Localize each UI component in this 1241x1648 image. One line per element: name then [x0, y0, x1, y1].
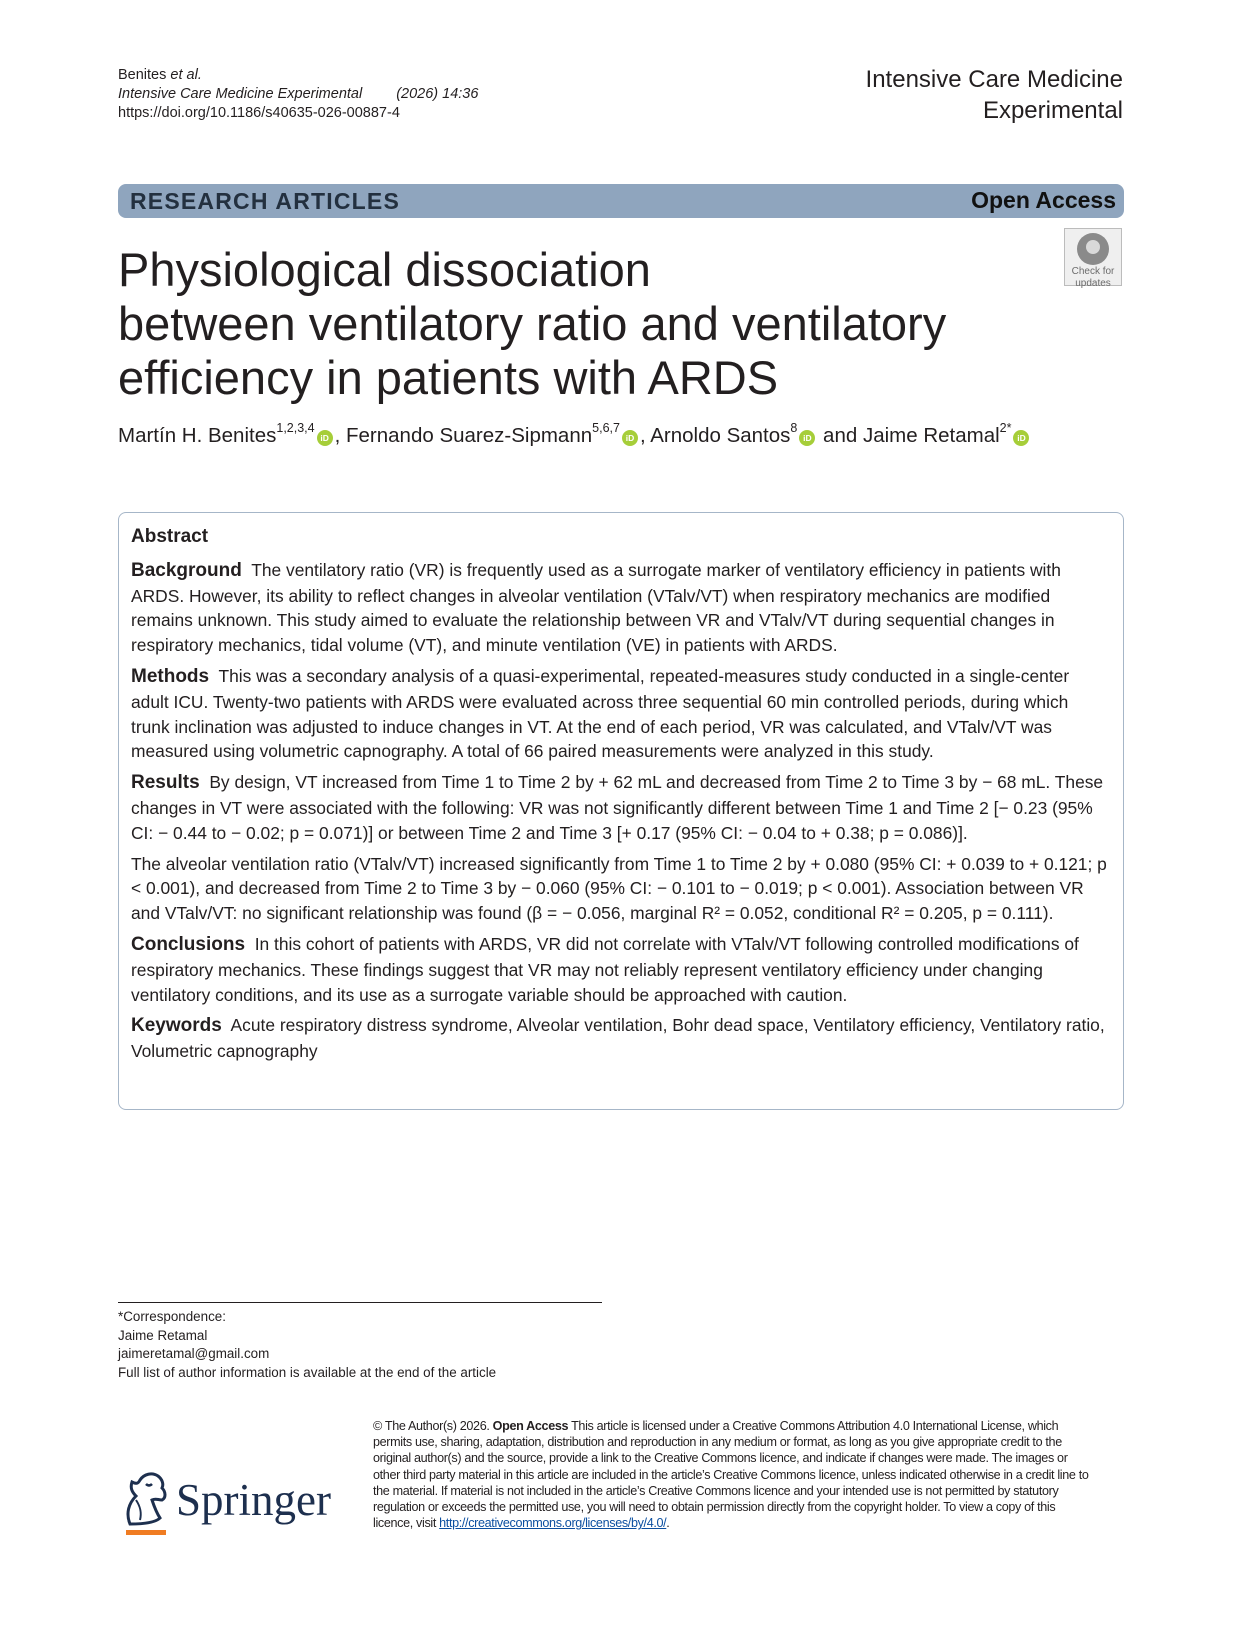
abstract-results-continued: The alveolar ventilation ratio (VTalv/VT) increased significantly from Time 1 to Time 2 by + 0.080 (95% CI: + 0.039 to + 0.121; p < 0.001), and decreased from Time 2 to Time 3 by − 0.060 (95% CI: − 0.101 to − 0.019; p < 0.001). Association between VR and VTalv/VT: no significant relationship was found (β = − 0.056, marginal R² = 0.052, conditional R² = 0.205, p = 0.111). — [131, 853, 1107, 924]
citation-author: Benites — [118, 67, 167, 83]
correspondence-label: *Correspondence: — [118, 1309, 226, 1324]
abstract-background: Background The ventilatory ratio (VR) is frequently used as a surrogate marker of ventilatory efficiency in patients with ARDS. However, its ability to reflect changes in alveolar ventilation (VTalv/VT) when respiratory mechanics are modified remains unknown. This study aimed to evaluate the relationship between VR and VTalv/VT during sequential changes in respiratory mechanics, tidal volume (VT), and minute ventilation (VE) in patients with ARDS. — [131, 559, 1061, 656]
author-list — [118, 421, 1031, 448]
author-name: , Arnoldo Santos — [639, 424, 791, 447]
author-affiliation: 2* — [999, 421, 1012, 435]
author-name: Martín H. Benites — [118, 424, 277, 447]
author-name: and Jaime Retamal — [817, 424, 1000, 447]
abstract-conclusions: Conclusions In this cohort of patients with ARDS, VR did not correlate with VTalv/VT following controlled modifications of respiratory mechanics. These findings suggest that VR may not reliably represent ventilatory efficiency under changing ventilatory conditions, and its use as a surrogate variable should be approached with caution. — [131, 933, 1079, 1005]
author-name: , Fernando Suarez-Sipmann — [334, 424, 593, 447]
license-text: © The Author(s) 2026. Open Access This article is licensed under a Creative Commons Attribution 4.0 International License, which permits use, sharing, adaptation, distribution and reproduction in any medium or format, as long as you give appropriate credit to the original author(s) and the source, provide a link to the Creative Commons licence, and indicate if changes were made. The images or other third party material in this article are included in the article’s Creative Commons licence, unless indicated otherwise in a credit line to the material. If material is not included in the article’s Creative Commons licence and your intended use is not permitted by statutory regulation or exceeds the permitted use, you will need to obtain permission directly from the copyright holder. To view a copy of this licence, visit http://creativecommons.org/licenses/by/4.0/. — [373, 1419, 1089, 1531]
springer-wordmark: Springer — [176, 1475, 331, 1525]
doi-link[interactable]: https://doi.org/10.1186/s40635-026-00887-4 — [118, 105, 400, 121]
orcid-icon[interactable]: iD — [1013, 430, 1029, 446]
section-banner — [118, 184, 1124, 218]
orcid-icon[interactable]: iD — [799, 430, 815, 446]
correspondence-name: Jaime Retamal — [118, 1327, 208, 1343]
journal-name: Intensive Care Medicine Experimental — [865, 66, 1123, 124]
citation-etal: et al. — [170, 67, 202, 83]
abstract-methods: Methods This was a secondary analysis of a quasi-experimental, repeated-measures study conducted in a single-center adult ICU. Twenty-two patients with ARDS were evaluated across three sequential 60 min controlled periods, during which trunk inclination was adjusted to induce changes in VT. At the end of each period, VR was calculated, and VTalv/VT was measured using volumetric capnography. A total of 66 paired measurements were analyzed in this study. — [131, 665, 1070, 762]
check-for-updates-badge[interactable]: Check for updates — [1064, 228, 1122, 286]
check-updates-icon — [1077, 233, 1109, 265]
author-affiliation: 8 — [790, 421, 798, 435]
correspondence-email[interactable]: jaimeretamal@gmail.com — [118, 1346, 270, 1361]
orcid-icon[interactable]: iD — [622, 430, 638, 446]
orcid-icon[interactable]: iD — [317, 430, 333, 446]
author-affiliation: 5,6,7 — [592, 421, 620, 435]
year-volume: (2026) 14:36 — [396, 86, 479, 102]
correspondence-note: Full list of author information is available at the end of the article — [118, 1364, 497, 1380]
abstract-keywords: Keywords Acute respiratory distress syndrome, Alveolar ventilation, Bohr dead space, Ventilatory efficiency, Ventilatory ratio, Volumetric capnography — [131, 1015, 1105, 1062]
author-affiliation: 1,2,3,4 — [276, 421, 315, 435]
journal-italic: Intensive Care Medicine Experimental — [118, 86, 363, 102]
license-link[interactable]: http://creativecommons.org/licenses/by/4.0/ — [439, 1516, 667, 1531]
abstract-box — [118, 512, 1124, 1110]
correspondence-block — [118, 1308, 496, 1382]
article-title: Physiological dissociation between ventilatory ratio and ventilatory efficiency in patients with ARDS — [118, 243, 947, 404]
springer-horse-icon — [116, 1470, 172, 1530]
footnote-divider — [118, 1302, 602, 1303]
springer-logo — [116, 1468, 346, 1538]
abstract-results: Results By design, VT increased from Time 1 to Time 2 by + 62 mL and decreased from Time 2 to Time 3 by − 68 mL. These changes in VT were associated with the following: VR was not significantly different between Time 1 and Time 2 [− 0.23 (95% CI: − 0.44 to − 0.02; p = 0.071)] or between Time 2 and Time 3 [+ 0.17 (95% CI: − 0.04 to + 0.38; p = 0.086)]. — [131, 772, 1104, 843]
springer-underline — [126, 1530, 166, 1535]
section-label: RESEARCH ARTICLES — [130, 188, 401, 214]
abstract-heading: Abstract — [131, 526, 209, 547]
citation-header — [118, 66, 478, 123]
open-access-label: Open Access — [971, 187, 1116, 213]
